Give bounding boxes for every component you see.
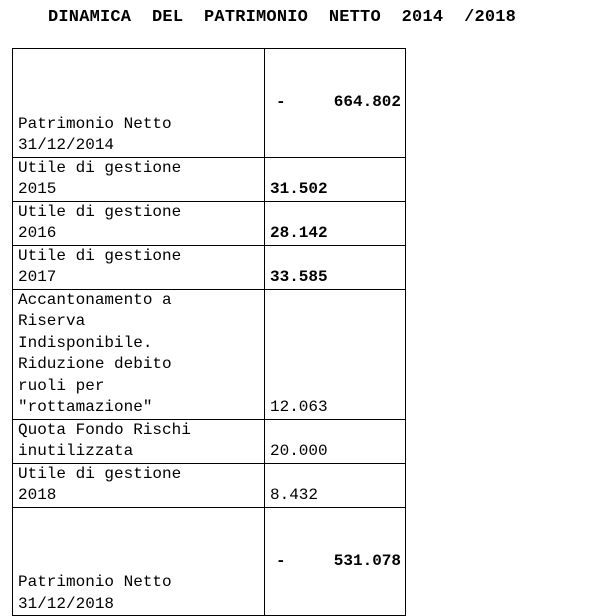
- row-value: 28.142: [265, 201, 406, 245]
- net-worth-table: [12, 48, 406, 616]
- row-label: Patrimonio Netto 31/12/2018: [13, 507, 265, 616]
- row-value: 20.000: [265, 419, 406, 463]
- table-row: [13, 201, 406, 245]
- row-value: 8.432: [265, 463, 406, 507]
- row-value: 31.502: [265, 157, 406, 201]
- table-row: [13, 49, 406, 158]
- table-row: [13, 157, 406, 201]
- table-row: [13, 245, 406, 289]
- row-label: Accantonamento a Riserva Indisponibile. Riduzione debito ruoli per "rottamazione": [13, 289, 265, 419]
- row-label: Utile di gestione 2015: [13, 157, 265, 201]
- table-row: [13, 419, 406, 463]
- table-row: [13, 463, 406, 507]
- row-value-cell: [265, 507, 406, 616]
- table-row: [13, 289, 406, 419]
- document-title: DINAMICA DEL PATRIMONIO NETTO 2014 /2018: [48, 8, 517, 27]
- table-row: [13, 507, 406, 616]
- negative-sign: -: [276, 551, 286, 570]
- row-label: Patrimonio Netto 31/12/2014: [13, 49, 265, 158]
- row-value-cell: [265, 49, 406, 158]
- row-label: Utile di gestione 2018: [13, 463, 265, 507]
- row-label: Quota Fondo Rischi inutilizzata: [13, 419, 265, 463]
- row-value: 531.078: [333, 551, 401, 570]
- row-value: 33.585: [265, 245, 406, 289]
- row-label: Utile di gestione 2017: [13, 245, 265, 289]
- row-label: Utile di gestione 2016: [13, 201, 265, 245]
- row-value: 664.802: [333, 93, 401, 111]
- negative-sign: -: [276, 93, 286, 111]
- row-value: 12.063: [265, 289, 406, 419]
